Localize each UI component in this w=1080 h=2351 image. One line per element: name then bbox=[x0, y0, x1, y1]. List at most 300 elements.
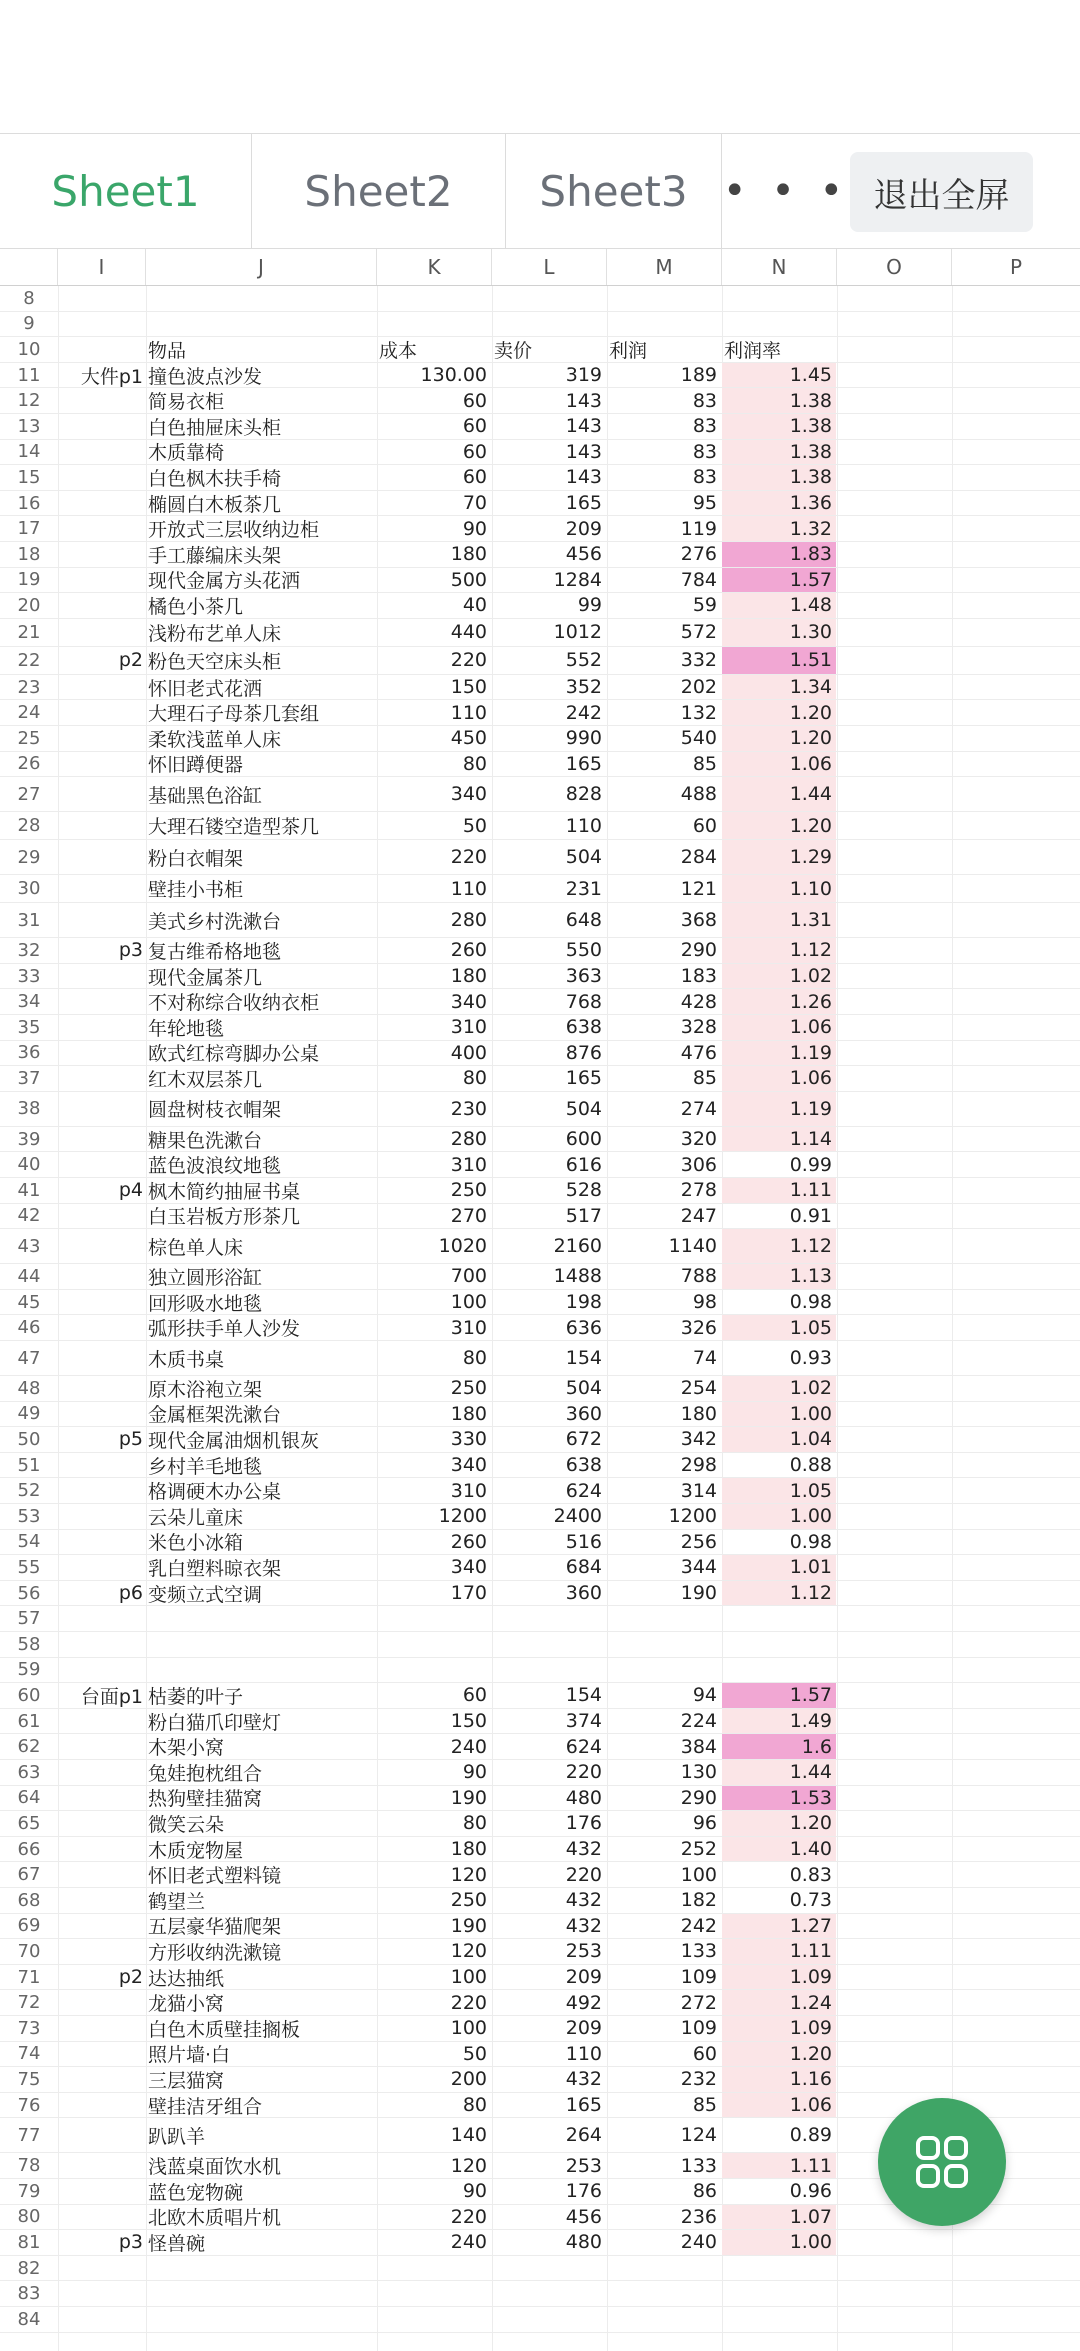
cell-rate[interactable]: 1.02 bbox=[722, 1376, 836, 1401]
cell-cost[interactable]: 220 bbox=[450, 649, 487, 672]
cell-cost[interactable]: 60 bbox=[462, 1684, 487, 1707]
cell-group[interactable] bbox=[58, 903, 145, 937]
cell-group[interactable] bbox=[58, 1229, 145, 1263]
cell-cost[interactable]: 180 bbox=[450, 1838, 487, 1861]
cell-group[interactable] bbox=[58, 1786, 145, 1811]
cell-group[interactable] bbox=[58, 1504, 145, 1529]
cell-rate[interactable]: 1.45 bbox=[722, 363, 836, 388]
cell-rate[interactable]: 1.06 bbox=[722, 1066, 836, 1091]
cell-item[interactable]: 方形收纳洗漱镜 bbox=[148, 1941, 282, 1964]
cell-profit[interactable]: 224 bbox=[680, 1710, 717, 1733]
cell-cost[interactable]: 60 bbox=[462, 440, 487, 463]
cell-group[interactable] bbox=[58, 2118, 145, 2152]
cell-rate[interactable]: 1.12 bbox=[722, 938, 836, 963]
cell-profit[interactable] bbox=[607, 2281, 721, 2306]
cell-cost[interactable]: 250 bbox=[450, 1889, 487, 1912]
cell-price[interactable]: 143 bbox=[565, 389, 602, 412]
cell-item[interactable]: 粉色天空床头柜 bbox=[148, 650, 282, 673]
cell-rate[interactable]: 1.16 bbox=[722, 2067, 836, 2092]
cell-price[interactable]: 2400 bbox=[553, 1505, 602, 1528]
cell-price[interactable]: 360 bbox=[565, 1402, 602, 1425]
cell-profit[interactable]: 132 bbox=[680, 701, 717, 724]
cell-item[interactable]: 趴趴羊 bbox=[148, 2125, 206, 2148]
cell-cost[interactable]: 80 bbox=[462, 1347, 487, 1369]
cell-rate[interactable]: 1.13 bbox=[722, 1264, 836, 1289]
cell-cost[interactable]: 340 bbox=[450, 1556, 487, 1579]
cell-cost[interactable]: 120 bbox=[450, 1940, 487, 1963]
cell-price[interactable]: 1284 bbox=[553, 568, 602, 591]
cell-profit[interactable]: 298 bbox=[680, 1454, 717, 1477]
cell-cost[interactable]: 100 bbox=[450, 1966, 487, 1989]
cell-group[interactable] bbox=[58, 1888, 145, 1913]
cell-profit[interactable]: 98 bbox=[692, 1291, 717, 1314]
cell-price[interactable]: 684 bbox=[565, 1556, 602, 1579]
cell-item[interactable]: 开放式三层收纳边柜 bbox=[148, 519, 320, 542]
cell-profit[interactable]: 428 bbox=[680, 990, 717, 1013]
cell-price[interactable]: 154 bbox=[565, 1347, 602, 1369]
cell-group[interactable] bbox=[58, 619, 145, 646]
cell-rate[interactable]: 1.40 bbox=[722, 1837, 836, 1862]
cell-profit[interactable]: 74 bbox=[692, 1347, 717, 1369]
cell-profit[interactable] bbox=[607, 312, 721, 337]
cell-profit[interactable]: 236 bbox=[680, 2205, 717, 2228]
cell-profit[interactable]: 133 bbox=[680, 2154, 717, 2177]
cell-rate[interactable]: 1.11 bbox=[722, 2153, 836, 2178]
cell-rate[interactable]: 1.26 bbox=[722, 989, 836, 1014]
cell-profit[interactable]: 540 bbox=[680, 727, 717, 750]
cell-profit[interactable]: 326 bbox=[680, 1316, 717, 1339]
cell-rate[interactable]: 0.96 bbox=[789, 2180, 832, 2203]
cell-item[interactable]: 白色抽屉床头柜 bbox=[148, 416, 282, 439]
cell-cost[interactable]: 120 bbox=[450, 2154, 487, 2177]
cell-rate[interactable]: 1.10 bbox=[722, 875, 836, 902]
cell-rate[interactable] bbox=[722, 2281, 836, 2306]
more-tabs-button[interactable]: • • • bbox=[722, 168, 850, 214]
cell-profit[interactable]: 572 bbox=[680, 621, 717, 644]
cell-price[interactable]: 480 bbox=[565, 2231, 602, 2254]
cell-profit[interactable]: 202 bbox=[680, 676, 717, 699]
cell-group[interactable] bbox=[58, 752, 145, 777]
cell-profit[interactable]: 86 bbox=[692, 2180, 717, 2203]
cell-cost[interactable]: 190 bbox=[450, 1786, 487, 1809]
cell-profit[interactable]: 130 bbox=[680, 1761, 717, 1784]
cell-group[interactable] bbox=[58, 2067, 145, 2092]
cell-profit[interactable]: 60 bbox=[692, 814, 717, 837]
cell-price[interactable]: 242 bbox=[565, 701, 602, 724]
cell-rate[interactable]: 1.14 bbox=[722, 1127, 836, 1152]
cell-cost[interactable]: 80 bbox=[462, 1067, 487, 1090]
cell-price[interactable]: 143 bbox=[565, 466, 602, 489]
cell-group[interactable] bbox=[58, 1264, 145, 1289]
cell-group[interactable] bbox=[58, 2093, 145, 2118]
cell-profit[interactable]: 119 bbox=[680, 517, 717, 540]
cell-profit[interactable]: 344 bbox=[680, 1556, 717, 1579]
cell-price[interactable]: 672 bbox=[565, 1428, 602, 1451]
cell-group[interactable]: 台面p1 bbox=[80, 1685, 143, 1708]
cell-price[interactable]: 432 bbox=[565, 2068, 602, 2091]
cell-group[interactable] bbox=[58, 337, 145, 362]
cell-group[interactable] bbox=[58, 542, 145, 567]
cell-cost[interactable]: 成本 bbox=[379, 339, 418, 362]
cell-group[interactable] bbox=[58, 1092, 145, 1126]
cell-cost[interactable]: 310 bbox=[450, 1316, 487, 1339]
cell-group[interactable] bbox=[58, 1066, 145, 1091]
cell-item[interactable]: 格调硬木办公桌 bbox=[148, 1481, 282, 1504]
cell-group[interactable] bbox=[58, 1341, 145, 1375]
cell-group[interactable]: 大件p1 bbox=[80, 365, 143, 388]
cell-cost[interactable]: 50 bbox=[462, 2042, 487, 2065]
cell-rate[interactable]: 0.91 bbox=[789, 1204, 832, 1227]
cell-cost[interactable]: 400 bbox=[450, 1041, 487, 1064]
cell-rate[interactable]: 1.34 bbox=[722, 675, 836, 700]
cell-rate[interactable]: 1.57 bbox=[722, 1683, 836, 1708]
column-header-i[interactable]: I bbox=[58, 249, 146, 285]
cell-item[interactable] bbox=[146, 2281, 376, 2306]
cell-price[interactable]: 319 bbox=[565, 364, 602, 387]
cell-profit[interactable]: 242 bbox=[680, 1914, 717, 1937]
column-header-n[interactable]: N bbox=[722, 249, 837, 285]
cell-price[interactable]: 638 bbox=[565, 1454, 602, 1477]
cell-profit[interactable]: 290 bbox=[680, 1786, 717, 1809]
cell-price[interactable]: 828 bbox=[565, 783, 602, 806]
cell-rate[interactable]: 1.49 bbox=[722, 1709, 836, 1734]
cell-item[interactable]: 复古维希格地毯 bbox=[148, 940, 282, 963]
cell-price[interactable]: 253 bbox=[565, 1940, 602, 1963]
cell-item[interactable]: 枫木简约抽屉书桌 bbox=[148, 1180, 301, 1203]
cell-group[interactable] bbox=[58, 700, 145, 725]
cell-price[interactable]: 165 bbox=[565, 1067, 602, 1090]
cell-rate[interactable]: 1.48 bbox=[722, 593, 836, 618]
cell-profit[interactable]: 320 bbox=[680, 1128, 717, 1151]
cell-item[interactable]: 白色枫木扶手椅 bbox=[148, 467, 282, 490]
cell-profit[interactable]: 284 bbox=[680, 846, 717, 869]
tab-sheet2[interactable]: Sheet2 bbox=[252, 134, 506, 248]
cell-item[interactable]: 粉白猫爪印壁灯 bbox=[148, 1711, 282, 1734]
cell-group[interactable] bbox=[58, 989, 145, 1014]
column-header-m[interactable]: M bbox=[607, 249, 722, 285]
column-header-o[interactable]: O bbox=[837, 249, 952, 285]
cell-group[interactable]: p5 bbox=[118, 1428, 143, 1451]
cell-group[interactable] bbox=[58, 2256, 145, 2281]
cell-cost[interactable]: 1200 bbox=[438, 1505, 487, 1528]
cell-cost[interactable]: 140 bbox=[450, 2124, 487, 2147]
cell-cost[interactable]: 340 bbox=[450, 783, 487, 806]
cell-item[interactable] bbox=[146, 2256, 376, 2281]
cell-profit[interactable]: 274 bbox=[680, 1097, 717, 1120]
cell-profit[interactable]: 488 bbox=[680, 783, 717, 806]
cell-cost[interactable]: 90 bbox=[462, 1761, 487, 1784]
cell-item[interactable]: 年轮地毯 bbox=[148, 1017, 225, 1040]
cell-cost[interactable]: 180 bbox=[450, 543, 487, 566]
cell-rate[interactable]: 1.20 bbox=[722, 1811, 836, 1836]
cell-rate[interactable]: 1.07 bbox=[722, 2205, 836, 2230]
cell-rate[interactable]: 1.00 bbox=[722, 1504, 836, 1529]
cell-item[interactable]: 白玉岩板方形茶几 bbox=[148, 1206, 301, 1229]
cell-item[interactable]: 蓝色波浪纹地毯 bbox=[148, 1155, 282, 1178]
cell-price[interactable]: 231 bbox=[565, 877, 602, 900]
cell-rate[interactable]: 0.98 bbox=[789, 1530, 832, 1553]
cell-group[interactable] bbox=[58, 840, 145, 874]
cell-profit[interactable]: 94 bbox=[692, 1684, 717, 1707]
cell-price[interactable]: 165 bbox=[565, 752, 602, 775]
cell-rate[interactable]: 1.06 bbox=[722, 2093, 836, 2118]
cell-group[interactable] bbox=[58, 516, 145, 541]
tab-sheet3[interactable]: Sheet3 bbox=[506, 134, 722, 248]
cell-item[interactable]: 米色小冰箱 bbox=[148, 1532, 244, 1555]
cell-price[interactable]: 1012 bbox=[553, 621, 602, 644]
cell-profit[interactable]: 1200 bbox=[668, 1505, 717, 1528]
cell-price[interactable]: 374 bbox=[565, 1710, 602, 1733]
cell-price[interactable] bbox=[492, 1606, 606, 1631]
cell-group[interactable] bbox=[58, 1734, 145, 1759]
cell-profit[interactable]: 1140 bbox=[668, 1235, 717, 1258]
cell-group[interactable] bbox=[58, 1315, 145, 1340]
cell-item[interactable]: 浅粉布艺单人床 bbox=[148, 622, 282, 645]
cell-profit[interactable]: 85 bbox=[692, 1067, 717, 1090]
cell-profit[interactable]: 256 bbox=[680, 1530, 717, 1553]
cell-item[interactable]: 现代金属茶几 bbox=[148, 966, 263, 989]
cell-price[interactable]: 636 bbox=[565, 1316, 602, 1339]
cell-group[interactable] bbox=[58, 2205, 145, 2230]
cell-rate[interactable]: 0.73 bbox=[789, 1889, 832, 1912]
cell-rate[interactable]: 1.20 bbox=[722, 812, 836, 839]
cell-cost[interactable]: 200 bbox=[450, 2068, 487, 2091]
cell-item[interactable]: 美式乡村洗漱台 bbox=[148, 910, 282, 933]
cell-price[interactable]: 卖价 bbox=[494, 339, 533, 362]
cell-group[interactable] bbox=[58, 1453, 145, 1478]
cell-price[interactable]: 432 bbox=[565, 1838, 602, 1861]
cell-price[interactable]: 616 bbox=[565, 1153, 602, 1176]
cell-cost[interactable]: 80 bbox=[462, 1812, 487, 1835]
cell-rate[interactable]: 利润率 bbox=[724, 339, 782, 362]
cell-cost[interactable] bbox=[377, 2256, 491, 2281]
cell-cost[interactable]: 450 bbox=[450, 727, 487, 750]
cell-profit[interactable]: 784 bbox=[680, 568, 717, 591]
cell-group[interactable] bbox=[58, 1837, 145, 1862]
cell-cost[interactable]: 130.00 bbox=[420, 364, 487, 387]
cell-cost[interactable]: 310 bbox=[450, 1016, 487, 1039]
cell-group[interactable] bbox=[58, 2281, 145, 2306]
cell-rate[interactable]: 1.20 bbox=[722, 2042, 836, 2067]
cell-cost[interactable] bbox=[377, 1606, 491, 1631]
cell-price[interactable] bbox=[492, 2307, 606, 2332]
cell-group[interactable] bbox=[58, 1990, 145, 2015]
cell-price[interactable]: 110 bbox=[565, 2042, 602, 2065]
cell-rate[interactable]: 1.38 bbox=[722, 388, 836, 413]
cell-group[interactable] bbox=[58, 1376, 145, 1401]
cell-item[interactable] bbox=[146, 2307, 376, 2332]
cell-cost[interactable] bbox=[377, 286, 491, 311]
cell-price[interactable]: 432 bbox=[565, 1914, 602, 1937]
cell-group[interactable] bbox=[58, 2016, 145, 2041]
exit-fullscreen-button[interactable]: 退出全屏 bbox=[850, 152, 1033, 232]
cell-price[interactable]: 363 bbox=[565, 965, 602, 988]
cell-price[interactable] bbox=[492, 286, 606, 311]
cell-item[interactable]: 兔娃抱枕组合 bbox=[148, 1762, 263, 1785]
cell-profit[interactable]: 290 bbox=[680, 939, 717, 962]
cell-price[interactable]: 2160 bbox=[553, 1235, 602, 1258]
cell-price[interactable]: 456 bbox=[565, 2205, 602, 2228]
cell-cost[interactable]: 110 bbox=[450, 701, 487, 724]
cell-item[interactable]: 圆盘树枝衣帽架 bbox=[148, 1099, 282, 1122]
cell-group[interactable] bbox=[58, 414, 145, 439]
cell-rate[interactable]: 1.38 bbox=[722, 414, 836, 439]
cell-cost[interactable]: 60 bbox=[462, 389, 487, 412]
cell-profit[interactable]: 83 bbox=[692, 466, 717, 489]
cell-price[interactable]: 110 bbox=[565, 814, 602, 837]
cell-item[interactable]: 手工藤编床头架 bbox=[148, 544, 282, 567]
cell-rate[interactable]: 1.00 bbox=[722, 1402, 836, 1427]
cell-rate[interactable]: 0.98 bbox=[789, 1291, 832, 1314]
cell-profit[interactable] bbox=[607, 1606, 721, 1631]
cell-price[interactable]: 165 bbox=[565, 492, 602, 515]
cell-item[interactable]: 怀旧老式塑料镜 bbox=[148, 1865, 282, 1888]
cell-cost[interactable]: 100 bbox=[450, 2017, 487, 2040]
cell-price[interactable]: 143 bbox=[565, 415, 602, 438]
cell-cost[interactable]: 250 bbox=[450, 1179, 487, 1202]
cell-profit[interactable]: 476 bbox=[680, 1041, 717, 1064]
cell-item[interactable]: 乡村羊毛地毯 bbox=[148, 1455, 263, 1478]
cell-group[interactable] bbox=[58, 2042, 145, 2067]
cell-price[interactable]: 1488 bbox=[553, 1265, 602, 1288]
cell-rate[interactable]: 1.83 bbox=[722, 542, 836, 567]
cell-item[interactable]: 椭圆白木板茶几 bbox=[148, 493, 282, 516]
cell-cost[interactable] bbox=[377, 1632, 491, 1657]
cell-item[interactable]: 弧形扶手单人沙发 bbox=[148, 1318, 301, 1341]
cell-profit[interactable]: 788 bbox=[680, 1265, 717, 1288]
cell-rate[interactable]: 1.06 bbox=[722, 752, 836, 777]
cell-item[interactable]: 白色木质壁挂搁板 bbox=[148, 2018, 301, 2041]
cell-cost[interactable]: 110 bbox=[450, 877, 487, 900]
cell-profit[interactable]: 121 bbox=[680, 877, 717, 900]
cell-item[interactable]: 不对称综合收纳衣柜 bbox=[148, 992, 320, 1015]
cell-price[interactable]: 504 bbox=[565, 1097, 602, 1120]
cell-item[interactable]: 浅蓝桌面饮水机 bbox=[148, 2156, 282, 2179]
cell-price[interactable]: 528 bbox=[565, 1179, 602, 1202]
cell-price[interactable]: 165 bbox=[565, 2094, 602, 2117]
cell-item[interactable]: 红木双层茶几 bbox=[148, 1068, 263, 1091]
cell-rate[interactable]: 1.12 bbox=[722, 1229, 836, 1263]
cell-rate[interactable]: 1.44 bbox=[722, 777, 836, 811]
cell-item[interactable]: 怀旧老式花洒 bbox=[148, 677, 263, 700]
cell-rate[interactable]: 0.88 bbox=[789, 1454, 832, 1477]
cell-price[interactable]: 624 bbox=[565, 1735, 602, 1758]
cell-item[interactable] bbox=[146, 1606, 376, 1631]
cell-rate[interactable]: 1.05 bbox=[722, 1478, 836, 1503]
cell-rate[interactable]: 1.30 bbox=[722, 619, 836, 646]
cell-item[interactable] bbox=[146, 286, 376, 311]
cell-cost[interactable]: 100 bbox=[450, 1291, 487, 1314]
cell-item[interactable]: 木质靠椅 bbox=[148, 442, 225, 465]
cell-price[interactable]: 352 bbox=[565, 676, 602, 699]
cell-item[interactable]: 橘色小茶几 bbox=[148, 595, 244, 618]
cell-cost[interactable]: 1020 bbox=[438, 1235, 487, 1258]
cell-profit[interactable]: 190 bbox=[680, 1582, 717, 1605]
cell-rate[interactable]: 1.44 bbox=[722, 1760, 836, 1785]
cell-group[interactable] bbox=[58, 777, 145, 811]
cell-profit[interactable]: 83 bbox=[692, 389, 717, 412]
tab-sheet1[interactable]: Sheet1 bbox=[0, 134, 252, 248]
cell-group[interactable]: p2 bbox=[118, 649, 143, 672]
cell-rate[interactable] bbox=[722, 2307, 836, 2332]
cell-group[interactable] bbox=[58, 875, 145, 902]
cell-group[interactable] bbox=[58, 2179, 145, 2204]
cell-rate[interactable]: 0.93 bbox=[789, 1347, 832, 1369]
cell-price[interactable]: 176 bbox=[565, 2180, 602, 2203]
cell-item[interactable] bbox=[146, 1658, 376, 1683]
cell-profit[interactable]: 232 bbox=[680, 2068, 717, 2091]
cell-cost[interactable]: 280 bbox=[450, 1128, 487, 1151]
cell-price[interactable]: 504 bbox=[565, 846, 602, 869]
cell-price[interactable]: 550 bbox=[565, 939, 602, 962]
cell-cost[interactable]: 310 bbox=[450, 1153, 487, 1176]
cell-profit[interactable]: 利润 bbox=[609, 339, 648, 362]
cell-profit[interactable] bbox=[607, 2307, 721, 2332]
cell-group[interactable] bbox=[58, 1862, 145, 1887]
cell-price[interactable]: 209 bbox=[565, 517, 602, 540]
cell-item[interactable]: 基础黑色浴缸 bbox=[148, 784, 263, 807]
cell-cost[interactable]: 150 bbox=[450, 676, 487, 699]
cell-cost[interactable]: 80 bbox=[462, 752, 487, 775]
cell-price[interactable]: 492 bbox=[565, 1991, 602, 2014]
cell-group[interactable] bbox=[58, 1478, 145, 1503]
cell-rate[interactable]: 1.32 bbox=[722, 516, 836, 541]
cell-item[interactable]: 简易衣柜 bbox=[148, 391, 225, 414]
cell-profit[interactable] bbox=[607, 1632, 721, 1657]
cell-profit[interactable]: 252 bbox=[680, 1838, 717, 1861]
cell-rate[interactable]: 1.12 bbox=[722, 1581, 836, 1606]
cell-item[interactable]: 乳白塑料晾衣架 bbox=[148, 1557, 282, 1580]
cell-item[interactable]: 怀旧蹲便器 bbox=[148, 754, 244, 777]
cell-profit[interactable]: 83 bbox=[692, 415, 717, 438]
cell-price[interactable] bbox=[492, 2256, 606, 2281]
cell-cost[interactable]: 80 bbox=[462, 2094, 487, 2117]
cell-group[interactable] bbox=[58, 286, 145, 311]
cell-group[interactable] bbox=[58, 1015, 145, 1040]
cell-profit[interactable]: 100 bbox=[680, 1863, 717, 1886]
cell-cost[interactable]: 240 bbox=[450, 2231, 487, 2254]
cell-item[interactable]: 云朵儿童床 bbox=[148, 1506, 244, 1529]
cell-item[interactable]: 北欧木质唱片机 bbox=[148, 2207, 282, 2230]
cell-price[interactable]: 990 bbox=[565, 727, 602, 750]
cell-price[interactable]: 209 bbox=[565, 2017, 602, 2040]
cell-group[interactable] bbox=[58, 1632, 145, 1657]
cell-profit[interactable]: 133 bbox=[680, 1940, 717, 1963]
cell-cost[interactable] bbox=[377, 2281, 491, 2306]
cell-cost[interactable]: 500 bbox=[450, 568, 487, 591]
cell-item[interactable]: 壁挂小书柜 bbox=[148, 879, 244, 902]
cell-group[interactable] bbox=[58, 1041, 145, 1066]
cell-profit[interactable]: 332 bbox=[680, 649, 717, 672]
cell-profit[interactable]: 342 bbox=[680, 1428, 717, 1451]
cell-cost[interactable]: 240 bbox=[450, 1735, 487, 1758]
cell-price[interactable]: 480 bbox=[565, 1786, 602, 1809]
column-header-k[interactable]: K bbox=[377, 249, 492, 285]
cell-price[interactable]: 143 bbox=[565, 440, 602, 463]
cell-group[interactable] bbox=[58, 1939, 145, 1964]
cell-group[interactable] bbox=[58, 726, 145, 751]
cell-price[interactable] bbox=[492, 312, 606, 337]
cell-cost[interactable]: 260 bbox=[450, 939, 487, 962]
cell-rate[interactable] bbox=[722, 1606, 836, 1631]
cell-rate[interactable]: 1.20 bbox=[722, 726, 836, 751]
cell-item[interactable]: 原木浴袍立架 bbox=[148, 1378, 263, 1401]
cell-cost[interactable]: 230 bbox=[450, 1097, 487, 1120]
cell-group[interactable] bbox=[58, 2307, 145, 2332]
cell-profit[interactable]: 276 bbox=[680, 543, 717, 566]
cell-rate[interactable]: 0.89 bbox=[789, 2124, 832, 2147]
select-all-corner[interactable] bbox=[0, 249, 58, 285]
